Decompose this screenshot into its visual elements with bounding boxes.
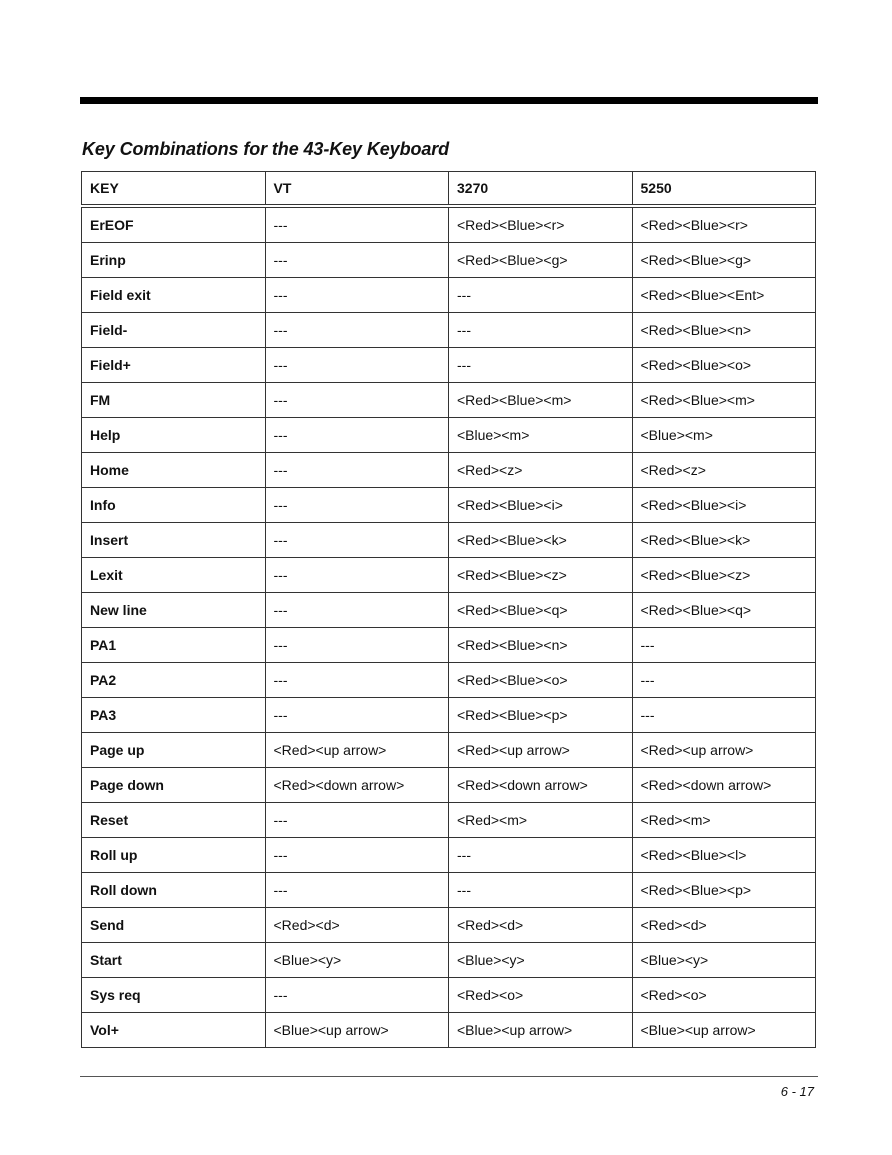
table-row (82, 278, 816, 313)
cell-key: Insert (82, 523, 266, 558)
cell-vt: --- (265, 978, 449, 1013)
cell-5250: <Red><Blue><i> (632, 488, 816, 523)
cell-vt: --- (265, 523, 449, 558)
cell-key: Field+ (82, 348, 266, 383)
cell-3270: <Red><o> (449, 978, 633, 1013)
cell-vt: --- (265, 206, 449, 243)
table-row (82, 1013, 816, 1048)
cell-5250: <Red><Blue><r> (632, 206, 816, 243)
table-row (82, 698, 816, 733)
column-header-key: KEY (82, 172, 266, 207)
cell-3270: <Red><Blue><g> (449, 243, 633, 278)
cell-vt: <Blue><y> (265, 943, 449, 978)
table-row (82, 348, 816, 383)
cell-3270: <Red><up arrow> (449, 733, 633, 768)
cell-key: Send (82, 908, 266, 943)
column-header-3270: 3270 (449, 172, 633, 207)
cell-key: FM (82, 383, 266, 418)
cell-5250: <Red><d> (632, 908, 816, 943)
cell-vt: --- (265, 418, 449, 453)
table-row (82, 558, 816, 593)
cell-key: PA2 (82, 663, 266, 698)
cell-key: Reset (82, 803, 266, 838)
cell-3270: <Blue><y> (449, 943, 633, 978)
table-row (82, 206, 816, 243)
column-header-vt: VT (265, 172, 449, 207)
cell-3270: --- (449, 873, 633, 908)
cell-3270: <Red><down arrow> (449, 768, 633, 803)
cell-5250: <Red><Blue><g> (632, 243, 816, 278)
table-row (82, 873, 816, 908)
cell-key: Home (82, 453, 266, 488)
table-row (82, 838, 816, 873)
cell-vt: <Red><d> (265, 908, 449, 943)
table-row (82, 803, 816, 838)
table-body (82, 206, 816, 1048)
cell-vt: --- (265, 873, 449, 908)
cell-5250: --- (632, 663, 816, 698)
table-row (82, 593, 816, 628)
cell-key: Vol+ (82, 1013, 266, 1048)
table-row (82, 733, 816, 768)
cell-key: Info (82, 488, 266, 523)
cell-vt: --- (265, 383, 449, 418)
table-row (82, 243, 816, 278)
cell-key: Sys req (82, 978, 266, 1013)
page-number: 6 - 17 (780, 1084, 814, 1099)
cell-vt: --- (265, 593, 449, 628)
cell-5250: <Red><Blue><q> (632, 593, 816, 628)
cell-3270: <Red><Blue><q> (449, 593, 633, 628)
cell-5250: <Red><o> (632, 978, 816, 1013)
table-row (82, 978, 816, 1013)
cell-vt: --- (265, 628, 449, 663)
cell-5250: <Red><Blue><n> (632, 313, 816, 348)
cell-5250: <Blue><m> (632, 418, 816, 453)
cell-key: Roll up (82, 838, 266, 873)
cell-3270: <Red><m> (449, 803, 633, 838)
cell-3270: <Red><Blue><i> (449, 488, 633, 523)
table-row (82, 663, 816, 698)
page-title: Key Combinations for the 43-Key Keyboard (82, 139, 450, 159)
cell-5250: <Red><Blue><Ent> (632, 278, 816, 313)
cell-5250: <Red><z> (632, 453, 816, 488)
top-rule (80, 97, 818, 104)
cell-5250: <Blue><y> (632, 943, 816, 978)
table-header-row (82, 172, 816, 207)
cell-3270: <Red><Blue><r> (449, 206, 633, 243)
cell-5250: <Red><Blue><z> (632, 558, 816, 593)
cell-key: Page up (82, 733, 266, 768)
cell-3270: <Red><Blue><k> (449, 523, 633, 558)
cell-vt: <Blue><up arrow> (265, 1013, 449, 1048)
cell-3270: --- (449, 348, 633, 383)
cell-vt: --- (265, 348, 449, 383)
cell-vt: --- (265, 663, 449, 698)
cell-5250: <Red><down arrow> (632, 768, 816, 803)
cell-vt: --- (265, 278, 449, 313)
cell-5250: <Red><Blue><k> (632, 523, 816, 558)
cell-vt: <Red><up arrow> (265, 733, 449, 768)
cell-key: Page down (82, 768, 266, 803)
cell-key: New line (82, 593, 266, 628)
cell-vt: --- (265, 803, 449, 838)
cell-3270: <Red><Blue><m> (449, 383, 633, 418)
cell-key: Erinp (82, 243, 266, 278)
cell-key: ErEOF (82, 206, 266, 243)
table-row (82, 313, 816, 348)
cell-vt: --- (265, 838, 449, 873)
cell-key: Field- (82, 313, 266, 348)
key-combinations-table (81, 171, 816, 1048)
cell-3270: <Red><Blue><z> (449, 558, 633, 593)
cell-3270: <Red><Blue><n> (449, 628, 633, 663)
table-row (82, 488, 816, 523)
cell-5250: <Red><Blue><o> (632, 348, 816, 383)
footer-rule (80, 1076, 818, 1077)
cell-5250: <Red><up arrow> (632, 733, 816, 768)
cell-3270: <Blue><up arrow> (449, 1013, 633, 1048)
cell-5250: --- (632, 698, 816, 733)
table-row (82, 523, 816, 558)
cell-5250: <Red><Blue><p> (632, 873, 816, 908)
cell-5250: <Blue><up arrow> (632, 1013, 816, 1048)
cell-3270: <Red><Blue><p> (449, 698, 633, 733)
cell-vt: --- (265, 313, 449, 348)
cell-key: PA1 (82, 628, 266, 663)
cell-3270: <Red><z> (449, 453, 633, 488)
cell-3270: --- (449, 838, 633, 873)
cell-3270: --- (449, 278, 633, 313)
cell-5250: <Red><m> (632, 803, 816, 838)
cell-key: Field exit (82, 278, 266, 313)
cell-vt: --- (265, 488, 449, 523)
cell-key: PA3 (82, 698, 266, 733)
cell-3270: <Red><d> (449, 908, 633, 943)
cell-vt: --- (265, 698, 449, 733)
cell-vt: --- (265, 453, 449, 488)
cell-key: Start (82, 943, 266, 978)
cell-5250: <Red><Blue><m> (632, 383, 816, 418)
cell-3270: <Red><Blue><o> (449, 663, 633, 698)
table-row (82, 628, 816, 663)
cell-vt: --- (265, 243, 449, 278)
cell-5250: <Red><Blue><l> (632, 838, 816, 873)
table-row (82, 768, 816, 803)
cell-key: Roll down (82, 873, 266, 908)
cell-key: Help (82, 418, 266, 453)
table-row (82, 453, 816, 488)
table-row (82, 383, 816, 418)
cell-3270: <Blue><m> (449, 418, 633, 453)
cell-3270: --- (449, 313, 633, 348)
cell-vt: --- (265, 558, 449, 593)
cell-5250: --- (632, 628, 816, 663)
table-row (82, 418, 816, 453)
table-row (82, 943, 816, 978)
cell-vt: <Red><down arrow> (265, 768, 449, 803)
cell-key: Lexit (82, 558, 266, 593)
column-header-5250: 5250 (632, 172, 816, 207)
table-row (82, 908, 816, 943)
